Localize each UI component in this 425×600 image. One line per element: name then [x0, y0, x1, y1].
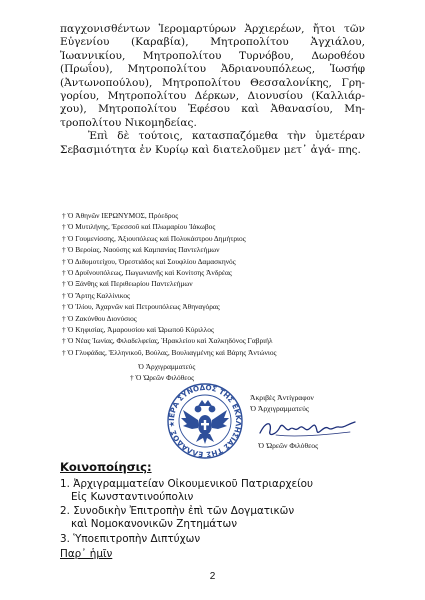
signer-line: † Ὁ Ἄρτης Καλλίνικος — [62, 290, 130, 300]
page-number: 2 — [209, 571, 216, 582]
recipient-line: 1. Ἀρχιγραμματείαν Οἰκουμενικοῦ Πατριαρχείου — [60, 477, 313, 490]
signer-line: † Ὁ Δρυϊνουπόλεως, Πωγωνιανῆς καὶ Κονίτσης Ἀνδρέας — [62, 268, 232, 278]
recipient-line: 2. Συνοδικὴν Ἐπιτροπὴν ἐπὶ τῶν Δογματικῶν — [60, 505, 295, 518]
recipients-section — [60, 461, 380, 561]
letter-body — [60, 23, 365, 157]
signer-line: † Ὁ Γουμενίσσης, Ἀξιουπόλεως καὶ Πολυκάστρου Δημήτριος — [62, 233, 246, 243]
paragraph-martyrs-line: χου), Μητροπολίτου Ἐφέσου καὶ Ἀθανασίου, Μη- — [60, 103, 365, 116]
paragraph-closing-line: πης. — [338, 143, 361, 156]
secretary-name: † Ὁ Ὠρεῶν Φιλόθεος — [130, 372, 195, 382]
signer-line: † Ὁ Κηφισίας, Ἀμαρουσίου καὶ Ὠρωποῦ Κύριλλος — [62, 325, 214, 335]
paragraph-martyrs — [60, 23, 365, 130]
synod-seal-icon — [166, 382, 244, 460]
recipient-line: 3. Ὑποεπιτροπὴν Διπτύχων — [60, 532, 201, 545]
secretary-block — [130, 362, 195, 383]
recipient-item — [60, 478, 380, 504]
signer-line: † Ὁ Γλυφάδας, Ἑλληνικοῦ, Βούλας, Βουλιαγμένης καὶ Βάρης Ἀντώνιος — [62, 347, 277, 357]
signer-line: † Ὁ Ζακύνθου Διονύσιος — [62, 313, 137, 323]
signer-line: † Ὁ Ἰλίου, Ἀχαρνῶν καὶ Πετρουπόλεως Ἀθηναγόρας — [62, 302, 220, 312]
certified-copy-label: Ἀκριβὲς Ἀντίγραφον — [250, 393, 314, 402]
paragraph-martyrs-line: τῶν Εὐγενίου (Καραβία), Μητροπολίτου Ἀγχιάλου, — [60, 23, 365, 49]
paragraph-martyrs-line: (Πρωΐου), Μητροπολίτου Ἀδριανουπόλεως, Ἰωσήφ — [60, 63, 365, 76]
signer-line: † Ὁ Ξάνθης καὶ Περιθεωρίου Παντελεήμων — [62, 279, 193, 289]
paragraph-martyrs-line: (Ἀντωνοπούλου), Μητροπολίτου Θεσσαλονίκης, Γρη- — [60, 76, 365, 89]
recipients-list — [60, 478, 380, 546]
signer-line: † Ὁ Νέας Ἰωνίας, Φιλαδελφείας, Ἡρακλείου καὶ Χαλκηδόνος Γαβριήλ — [62, 336, 273, 346]
paragraph-martyrs-line: Ἰωαννικίου, Μητροπολίτου Τυρνόβου, Δωροθέου — [60, 49, 365, 62]
certified-copy-block — [250, 392, 314, 414]
signer-line: † Ὁ Ἀθηνῶν ΙΕΡΩΝΥΜΟΣ, Πρόεδρος — [62, 211, 179, 220]
secretary-title: Ὁ Ἀρχιγραμματεύς — [138, 362, 196, 371]
recipient-line-continued: καὶ Νομοκανονικῶν Ζητημάτων — [71, 518, 238, 531]
recipient-item — [60, 505, 380, 531]
paragraph-martyrs-line: γορίου, Μητροπολίτου Δέρκων, Διονυσίου (Καλλιάρ- — [60, 90, 365, 103]
paragraph-martyrs-line: τροπολίτου Νικομηδείας. — [60, 116, 197, 129]
signer-line: † Ὁ Μυτιλήνης, Ἐρεσσοῦ καὶ Πλωμαρίου Ἰάκωβος — [62, 222, 216, 232]
certified-signer-name: Ὁ Ὠρεῶν Φιλόθεος — [258, 441, 319, 450]
paragraph-closing — [60, 130, 365, 157]
signer-line: † Ὁ Βεροίας, Ναούσης καὶ Καμπανίας Παντελεήμων — [62, 245, 220, 255]
handwritten-signature — [258, 417, 358, 439]
paragraph-closing-line: Ἐπὶ δὲ τούτοις, κατασπαζόμεθα τὴν ὑμετέραν — [88, 130, 365, 143]
svg-text:ΙΕΡΑ ΣΥΝΟΔΟΣ ΤΗΣ ΕΚΚΛΗΣΙΑΣ ΤΗΣ: ΙΕΡΑ ΣΥΝΟΔΟΣ ΤΗΣ ΕΚΚΛΗΣΙΑΣ ΤΗΣ ΕΛΛΑΔΟΣ ★ — [166, 382, 244, 460]
recipients-title: Κοινοποίησις: — [60, 460, 152, 474]
paragraph-martyrs-line: παγχονισθέντων Ἱερομαρτύρων Ἀρχιερέων, ἤτοι — [60, 23, 345, 35]
recipient-item — [60, 533, 380, 546]
recipients-footer: Παρ᾽ ἡμῖν — [60, 547, 113, 560]
paragraph-closing-line: Σεβασμιότητα ἐν Κυρίῳ καὶ διατελοῦμεν μετ᾽ ἀγά- — [60, 143, 339, 156]
signers-list — [62, 210, 382, 358]
signer-line: † Ὁ Διδυμοτείχου, Ὀρεστιάδος καὶ Σουφλίου Δαμασκηνός — [62, 256, 236, 266]
certified-secretary-title: Ὁ Ἀρχιγραμματεύς — [250, 404, 309, 413]
recipient-line-continued: Εἰς Κωνσταντινούπολιν — [71, 490, 194, 503]
